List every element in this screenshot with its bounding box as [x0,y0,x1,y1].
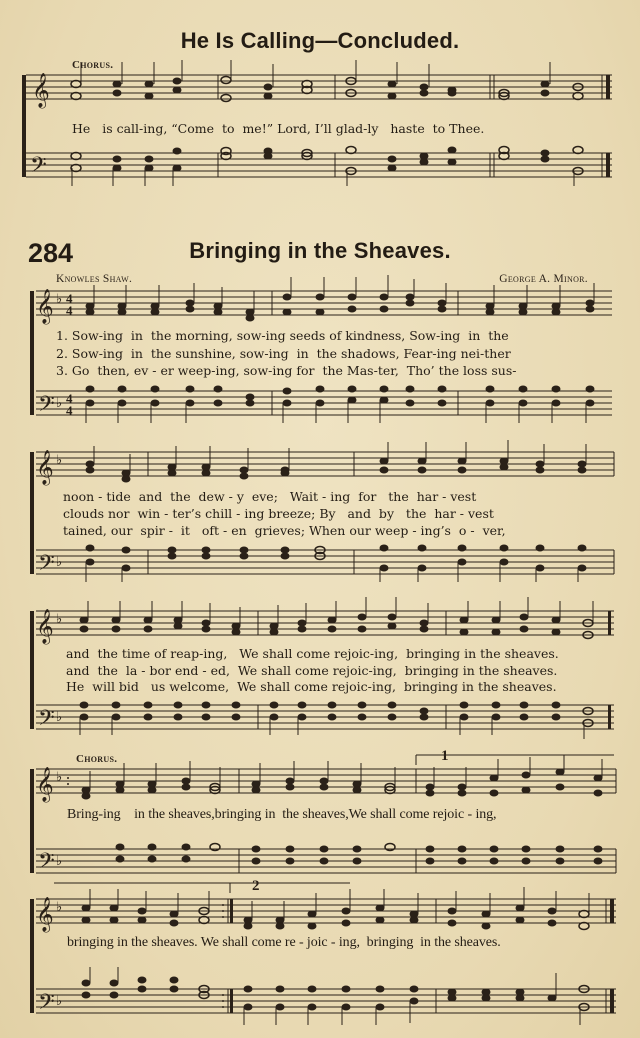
chorus-label: Chorus. [76,753,118,765]
svg-text:4: 4 [66,291,73,306]
chorus-label: Chorus. [72,59,114,71]
svg-text:♭: ♭ [56,555,63,570]
verse-2-line-1: 2. Sow-ing in the sunshine, sow-ing in the shadows, Fear-ing nei-ther [56,346,511,361]
verse-3-line-1: 3. Go then, ev - er weep-ing, sow-ing for the Mas-ter, Tho’ the loss sus- [56,363,517,378]
svg-text:𝄞: 𝄞 [32,73,50,108]
svg-text:♭: ♭ [56,710,63,725]
verse-2-line-3: and the la - bor end - ed, We shall come rejoic-ing, bringing in the sheaves. [66,663,558,678]
svg-text:𝄢: 𝄢 [38,990,55,1020]
composer-credit: George A. Minor. [499,273,588,285]
first-ending-marker: 1 [441,748,449,764]
lyricist-credit: Knowles Shaw. [56,273,133,285]
svg-text:𝄢: 𝄢 [30,153,47,183]
svg-text:♭: ♭ [56,994,63,1009]
song-title-he-is-calling: He Is Calling—Concluded. [180,28,460,53]
svg-text:𝄞: 𝄞 [36,767,54,802]
svg-text:𝄢: 𝄢 [38,551,55,581]
svg-text:𝄢: 𝄢 [38,849,55,879]
verse-1-line-1: 1. Sow-ing in the morning, sow-ing seeds of kindness, Sow-ing in the [56,328,509,343]
verse-3-line-3: He will bid us welcome, We shall come rejoic-ing, bringing in the sheaves. [66,679,557,694]
svg-text:4: 4 [66,403,73,418]
svg-text:4: 4 [66,391,73,406]
svg-text:𝄞: 𝄞 [36,289,54,324]
svg-text:♭: ♭ [56,453,63,468]
verse-3-line-2: tained, our spir - it oft - en grieves; When our weep - ing’s o - ver, [63,523,506,538]
svg-text:𝄢: 𝄢 [38,706,55,736]
svg-text:𝄞: 𝄞 [36,450,54,485]
svg-text:𝄞: 𝄞 [36,609,54,644]
svg-text:♭: ♭ [56,292,63,307]
verse-2-line-2: clouds nor win - ter’s chill - ing breeze; By and by the har - vest [63,506,494,521]
svg-text:4: 4 [66,303,73,318]
lyric-line: He is call-ing, “Come to me!” Lord, I’ll glad-ly haste to Thee. [72,121,485,136]
svg-text:♭: ♭ [56,612,63,627]
verse-1-line-2: noon - tide and the dew - y eve; Wait - ing for the har - vest [63,489,477,504]
svg-text:♭: ♭ [56,396,63,411]
svg-text:♭: ♭ [56,854,63,869]
chorus-lyric-line-2: bringing in the sheaves. We shall come re - joic - ing, bringing in the sheaves. [67,935,501,950]
song-title-bringing-in-the-sheaves: Bringing in the Sheaves. [189,238,451,263]
svg-text:♭: ♭ [56,900,63,915]
svg-text:♭: ♭ [56,770,63,785]
music-system-5-chorus [0,893,640,1023]
music-system-4-bass [0,835,640,879]
hymn-number: 284 [28,238,74,268]
svg-text:𝄞: 𝄞 [36,897,54,932]
second-ending-marker: 2 [252,878,260,894]
verse-1-line-3: and the time of reap-ing, We shall come rejoic-ing, bringing in the sheaves. [66,646,559,661]
svg-text:𝄢: 𝄢 [38,392,55,422]
chorus-lyric-line-1: Bring-ing in the sheaves,bringing in the sheaves,We shall come rejoic - ing, [67,807,497,822]
